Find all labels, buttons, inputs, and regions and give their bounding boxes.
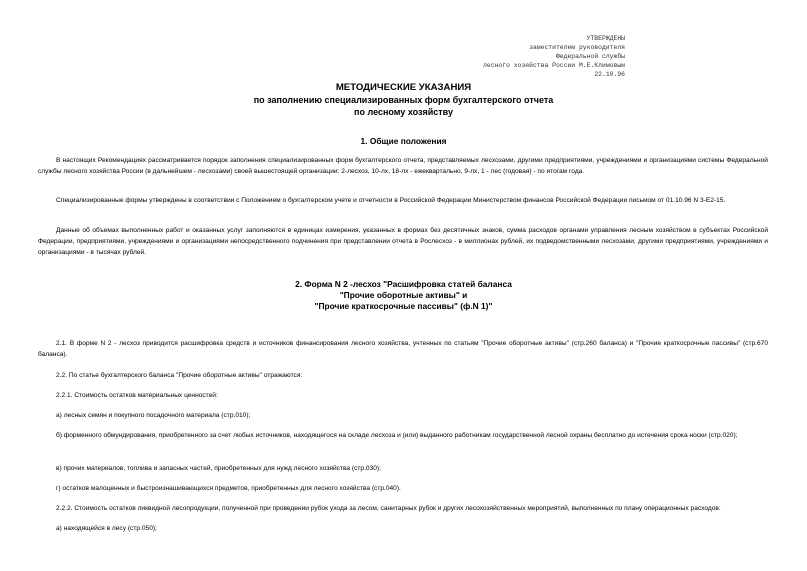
title-line: по лесному хозяйству (354, 107, 453, 117)
approval-line: Федеральной службы (555, 53, 625, 60)
title-line: по заполнению специализированных форм бухгалтерского отчета (253, 95, 554, 105)
list-item: а) находящейся в лесу (стр.050); (56, 525, 157, 532)
paragraph: Данные об объемах выполненных работ и оказанных услуг заполняются в единицах измерения, указанных в формах без десятичных знаков, сумма расходов органами управления лесным хозяйством в субъектах Российской Федерации, предприятиями, учреждениями и организациями непосредственного подчинения при представлении отчета в Рослесхоз - в миллионах рублей, их подведомственными лесхозами, другими предприятиями, учреждениями и организациями - в тысячах рублей. (38, 227, 768, 256)
paragraph: 2.2.2. Стоимость остатков ликвидной лесопродукции, полученной при проведении рубок ухода за лесом, санитарных рубок и других лесохозяйственных мероприятий, выполненных по плану операционных расходов: (56, 505, 721, 512)
approval-stamp (483, 34, 625, 79)
section-2-heading-line: 2. Форма N 2 -лесхоз "Расшифровка статей баланса (295, 279, 512, 289)
title-main: МЕТОДИЧЕСКИЕ УКАЗАНИЯ (335, 82, 472, 93)
section-2-heading-line: "Прочие оборотные активы" и (339, 290, 468, 300)
paragraph: 2.2. По статье бухгалтерского баланса "Прочие оборотные активы" отражаются: (56, 372, 303, 379)
approval-line: УТВЕРЖДЕНЫ (586, 35, 625, 42)
approval-line: заместителем руководителя (529, 44, 625, 51)
list-item: б) форменного обмундирования, приобретенного за счет любых источников, находящегося на складе лесхоза и (или) выданного работникам государственной лесной охраны бесплатно до истечения срока носки (стр.020); (56, 432, 738, 439)
list-item: в) прочих материалов, топлива и запасных частей, приобретенных для нужд лесного хозяйства (стр.030); (56, 465, 381, 472)
paragraph: 2.1. В форме N 2 - лесхоз приводится расшифровка средств и источников финансирования лесного хозяйства, учтенных по статьям "Прочие оборотные активы" (стр.260 баланса) и "Прочие краткосрочные пассивы" (стр.670 баланса). (38, 340, 768, 358)
list-item: а) лесных семян и покупного посадочного материала (стр.010); (56, 412, 251, 419)
approval-line: лесного хозяйства России М.Е.Климовым (483, 62, 625, 69)
paragraph: 2.2.1. Стоимость остатков материальных ценностей: (56, 392, 218, 399)
section-2-heading (0, 279, 807, 312)
document-title (0, 82, 807, 118)
approval-date: 22.10.96 (594, 71, 625, 78)
paragraph: Специализированные формы утверждены в соответствии с Положением о бухгалтерском учете и отчетности в Российской Федерации Министерством финансов Российской Федерации письмом от 01.10.96 N 3-Е2-15. (56, 197, 726, 204)
section-2-heading-line: "Прочие краткосрочные пассивы" (ф.N 1)" (314, 301, 493, 311)
section-1-heading: 1. Общие положения (360, 136, 447, 146)
list-item: г) остатков малоценных и быстроизнашивающихся предметов, приобретенных для лесного хозяйства (стр.040). (56, 485, 401, 492)
paragraph: В настоящих Рекомендациях рассматривается порядок заполнения специализированных форм бухгалтерского отчета, представляемых лесхозами, другими предприятиями, учреждениями и организациями системы Федеральной службы лесного хозяйства России (в дальнейшем - лесхозами) своей вышестоящей организации: 2-лесхоз, 10-лх, 18-лх - ежеквартально, 9-лх, 1 - лес (годовая) - по итогам года. (38, 157, 768, 175)
